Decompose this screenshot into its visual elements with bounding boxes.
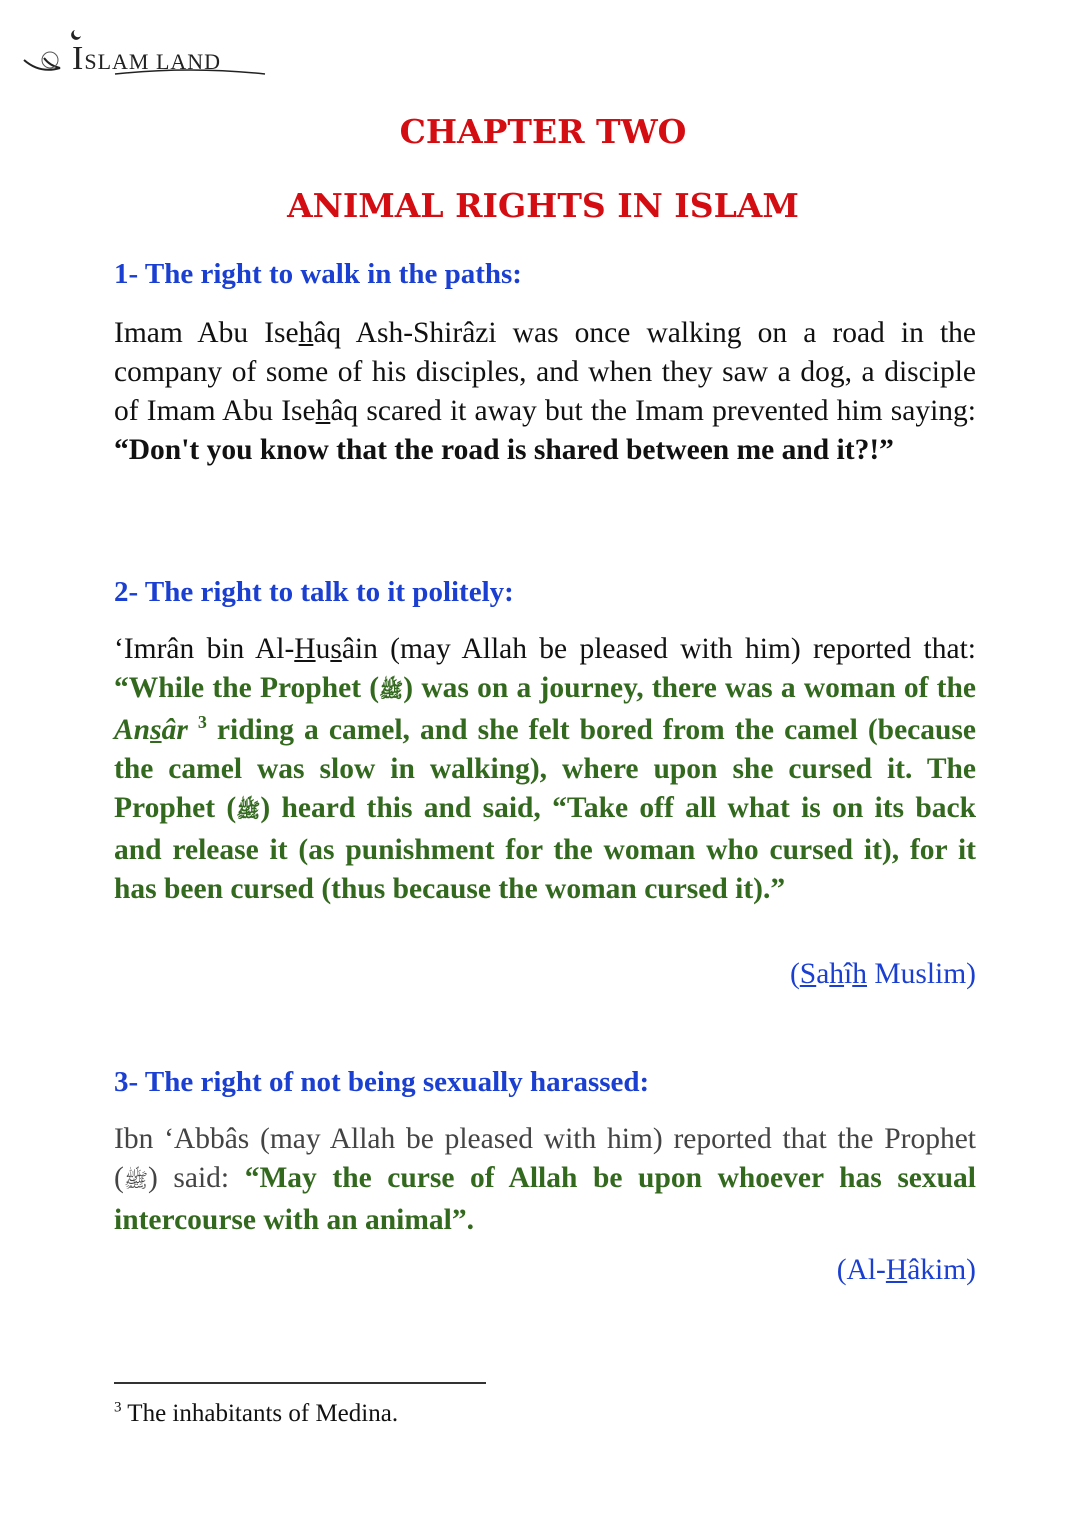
- text: h: [852, 958, 867, 990]
- text: (: [789, 958, 800, 990]
- text: u: [315, 633, 331, 665]
- text: ) said:: [148, 1162, 245, 1194]
- text: ) was on a journey, there was a woman of the: [403, 672, 976, 704]
- text: h: [829, 958, 845, 990]
- text: Ibn ‘Abbâs (may Allah be pleased with him) reported that the Prophet (: [114, 1123, 976, 1194]
- chapter-title: CHAPTER TWO: [399, 112, 687, 151]
- text: H: [885, 1254, 908, 1286]
- text: ) heard this and said, “Take off all what is on its back and release it (as punishment for the woman who cursed it), for it has been cursed (thus because the woman cursed it).”: [114, 792, 976, 905]
- logo-text: SLAM LAND: [84, 49, 222, 74]
- section-3-heading: 3- The right of not being sexually harassed:: [114, 1066, 650, 1098]
- text: a: [816, 958, 830, 990]
- salawat-icon: ﷺ: [379, 680, 404, 702]
- text: s: [150, 714, 162, 746]
- text: h: [298, 317, 314, 349]
- text: î: [844, 958, 853, 990]
- section-2-reference: [790, 958, 976, 991]
- footnote-ref[interactable]: 3: [197, 712, 207, 733]
- footnote-number: 3: [114, 1399, 122, 1416]
- quote: “Don't you know that the road is shared between me and it?!”: [114, 434, 894, 466]
- text: Imam Abu Ise: [114, 317, 299, 349]
- text: ‘Imrân bin Al-: [114, 633, 295, 665]
- salawat-icon: ﷺ: [236, 800, 261, 822]
- text: âkim): [907, 1254, 976, 1286]
- footnote-divider: [114, 1382, 486, 1384]
- text: An: [114, 714, 151, 746]
- section-2-heading: 2- The right to talk to it politely:: [114, 576, 514, 608]
- footnote-text: The inhabitants of Medina.: [121, 1400, 399, 1427]
- text: Muslim): [867, 958, 976, 990]
- section-3-reference: [837, 1254, 976, 1287]
- text: âq scared it away but the Imam prevented him saying:: [330, 395, 976, 427]
- hadith-quote: [114, 672, 976, 905]
- islamland-logo: [20, 22, 270, 82]
- text: riding a camel, and she felt bored from the camel (because the camel was slow in walking), where upon she cursed it. The Prophet (: [114, 714, 976, 824]
- footnote: [114, 1400, 398, 1428]
- text: âin (may Allah be pleased with him) reported that:: [341, 633, 976, 665]
- text: âq Ash-Shirâzi was once walking on a road in the company of some of his disciples, and when they saw a dog, a disciple of Imam Abu Ise: [114, 317, 976, 427]
- hadith-quote: “May the curse of Allah be upon whoever has sexual intercourse with an animal”.: [114, 1162, 977, 1236]
- text: “While the Prophet (: [114, 672, 380, 704]
- text: (Al-: [836, 1254, 886, 1286]
- page-title: ANIMAL RIGHTS IN ISLAM: [287, 186, 799, 225]
- section-1-heading: 1- The right to walk in the paths:: [114, 258, 522, 290]
- section-1-body: [114, 314, 976, 470]
- section-3-body: [114, 1120, 976, 1240]
- text: âr: [161, 714, 188, 746]
- text: h: [315, 395, 331, 427]
- salawat-icon: ﷺ: [123, 1170, 148, 1192]
- section-2-body: [114, 630, 976, 909]
- logo-initial: I: [72, 40, 85, 77]
- text: S: [799, 958, 817, 990]
- text: s: [330, 633, 342, 665]
- text: H: [294, 633, 316, 665]
